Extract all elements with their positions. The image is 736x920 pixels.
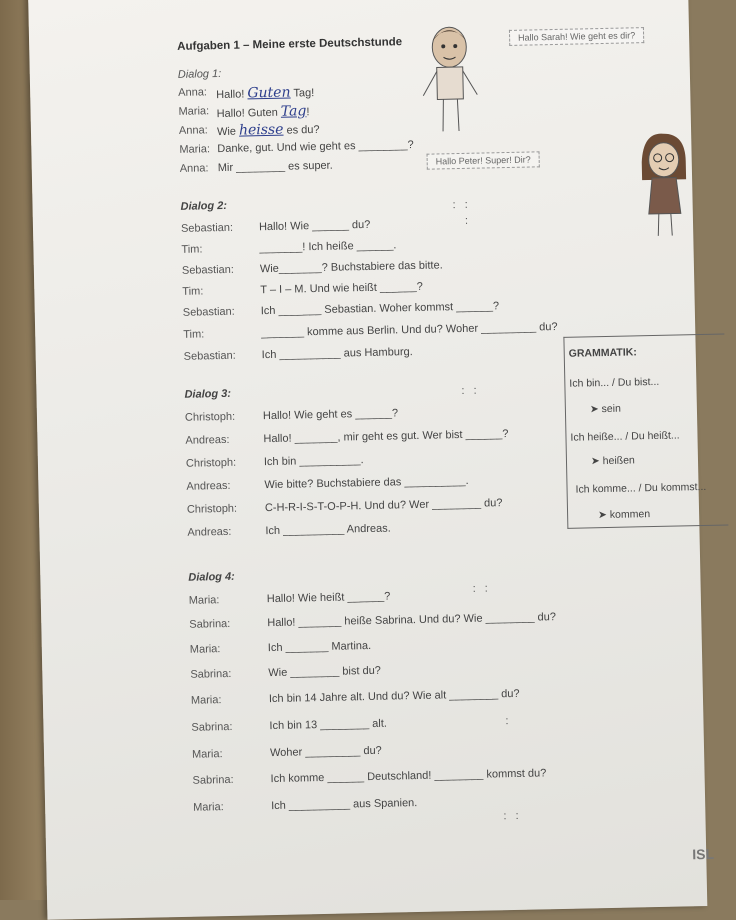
dialog4-line: Ich bin 13 ________ alt. [269,717,388,733]
dialog1-text: Tag! [293,87,315,100]
dialog3-line: C-H-R-I-S-T-O-P-H. Und du? Wer ________ du? [264,497,503,515]
dialog4-speaker: Maria: [189,643,221,656]
boy-figure-illustration [414,18,486,139]
dialog2-line: _______ komme aus Berlin. Und du? Woher _________ du? [261,320,558,340]
dialog1-speaker-3: Anna: [178,124,208,137]
dialog4-line: Ich __________ aus Spanien. [271,797,418,813]
dot-marks: : [464,214,472,227]
handwritten-answer: heisse [238,121,284,139]
dialog2-speaker: Sebastian: [180,221,234,235]
dialog2-heading: Dialog 2: [180,199,228,213]
dialog4-speaker: Maria: [190,694,222,707]
grammatik-verb-label: heißen [602,454,635,468]
handwritten-answer: Guten [247,84,291,102]
dot-marks: : [505,715,512,728]
dialog3-heading: Dialog 3: [184,387,232,401]
dialog2-line: Hallo! Wie ______ du? [258,218,371,234]
dialog1-text: Hallo! [216,88,245,102]
dialog1-speaker-5: Anna: [179,162,209,175]
dialog4-speaker: Sabrina: [190,667,232,681]
dialog1-speaker-1: Anna: [178,86,208,99]
dot-marks: : : [503,809,522,823]
dialog4-speaker: Sabrina: [189,617,231,631]
dialog1-text: es du? [286,123,320,137]
grammatik-verb: ➤ heißen [590,454,635,468]
dialog3-line: Hallo! Wie geht es ______? [262,407,399,423]
dialog1-speaker-4: Maria: [179,143,211,156]
dialog4-heading: Dialog 4: [188,570,235,584]
dialog4-line: Hallo! Wie heißt ______? [266,590,391,606]
dialog3-speaker: Christoph: [184,410,236,424]
dialog2-speaker: Sebastian: [183,349,236,363]
grammatik-forms: Ich bin... / Du bist... [569,375,660,390]
dialog1-line-4 [217,139,414,155]
dialog4-speaker: Sabrina: [191,720,233,734]
grammatik-verb: ➤ sein [589,402,622,416]
dialog3-line: Ich __________ Andreas. [265,522,391,538]
dialog3-line: Hallo! _______, mir geht es gut. Wer bist ______? [263,428,509,446]
dialog2-speaker: Tim: [183,328,205,341]
dialog4-line: Woher _________ du? [269,744,382,760]
dialog2-line: Ich _______ Sebastian. Woher kommst ______? [260,300,500,318]
peter-speech-bubble: Hallo Sarah! Wie geht es dir? [509,27,644,46]
grammatik-forms: Ich komme... / Du kommst... [575,480,707,496]
dialog1-line-5 [218,160,333,174]
girl-figure-illustration [633,131,695,242]
dot-marks: : : [452,198,471,212]
dialog1-heading: Dialog 1: [177,67,222,81]
dialog4-speaker: Maria: [193,801,224,814]
dialog2-speaker: Sebastian: [181,263,235,277]
dialog2-speaker: Tim: [181,243,203,256]
dialog1-line-1 [216,84,314,102]
dialog1-line-3 [217,121,320,139]
page-title: Aufgaben 1 – Meine erste Deutschstunde [177,36,403,53]
dialog2-line: T – I – M. Und wie heißt ______? [260,280,423,297]
dialog1-text: ! [306,106,310,119]
dialog1-text: ________ es super. [235,159,333,174]
dialog4-speaker: Maria: [191,748,223,761]
dialog1-text: Mir [217,161,234,175]
dialog2-line: Wie_______? Buchstabiere das bitte. [259,259,443,276]
dialog1-speaker-2: Maria: [178,105,210,118]
sarah-speech-bubble: Hallo Peter! Super! Dir? [427,151,540,169]
handwritten-answer: Tag [280,103,307,120]
grammatik-verb-label: sein [601,402,622,416]
dialog3-speaker: Andreas: [187,525,232,539]
dialog2-line: _______! Ich heiße ______. [259,239,397,255]
dialog1-text: Hallo! Guten [216,106,278,121]
dialog4-line: Ich komme ______ Deutschland! ________ kommst du? [270,767,547,786]
dialog3-line: Wie bitte? Buchstabiere das __________. [264,474,469,492]
worksheet-paper [28,0,715,920]
dialog3-speaker: Andreas: [186,479,231,493]
dialog3-speaker: Christoph: [186,502,238,516]
grammatik-heading: GRAMMATIK: [568,346,637,360]
dialog4-speaker: Maria: [188,594,220,607]
dialog3-speaker: Andreas: [185,433,230,447]
dialog2-line: Ich __________ aus Hamburg. [261,346,413,362]
dot-marks: : : [461,384,480,398]
dialog4-line: Ich bin 14 Jahre alt. Und du? Wie alt ________ du? [268,687,520,706]
dialog1-line-2 [216,103,309,121]
dialog4-line: Ich _______ Martina. [267,639,372,655]
dialog4-line: Hallo! _______ heiße Sabrina. Und du? Wie ________ du? [267,611,557,630]
dialog4-line: Wie ________ bist du? [268,664,381,680]
dialog1-text: Wie [216,125,237,139]
dialog4-speaker: Sabrina: [192,773,234,787]
dot-marks: : : [472,582,491,595]
dialog3-speaker: Christoph: [185,456,237,470]
grammatik-box [563,333,728,528]
grammatik-forms: Ich heiße... / Du heißt... [570,429,680,444]
dialog1-text: Danke, gut. Und wie geht es [217,140,356,156]
dialog2-speaker: Sebastian: [182,305,235,319]
grammatik-verb-label: kommen [609,508,651,521]
grammatik-verb: ➤ kommen [597,508,651,522]
corner-stamp-text: ISL [692,845,715,863]
dialog2-speaker: Tim: [182,285,204,298]
dialog3-line: Ich bin __________. [263,454,364,469]
dialog1-text: ________? [358,138,414,153]
